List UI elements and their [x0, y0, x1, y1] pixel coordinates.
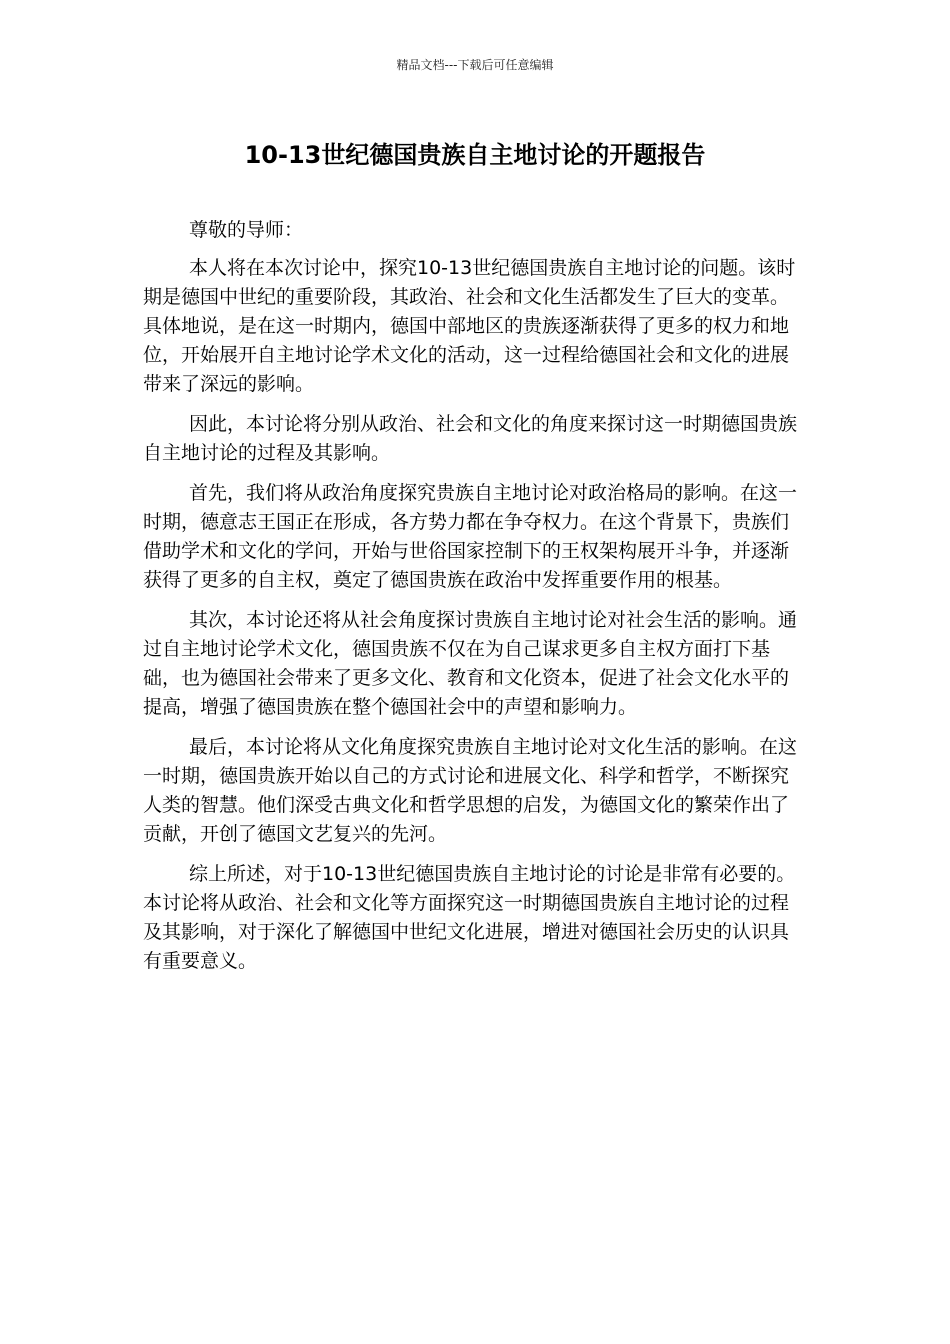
paragraph-social: 其次，本讨论还将从社会角度探讨贵族自主地讨论对社会生活的影响。通过自主地讨论学术文化，德国贵族不仅在为自己谋求更多自主权方面打下基础，也为德国社会带来了更多文化、教育和文化资本，促进了社会文化水平的提高，增强了德国贵族在整个德国社会中的声望和影响力。	[143, 609, 798, 718]
paragraph-scope: 因此，本讨论将分别从政治、社会和文化的角度来探讨这一时期德国贵族自主地讨论的过程及其影响。	[143, 413, 798, 464]
document-title: 10-13世纪德国贵族自主地讨论的开题报告	[244, 141, 706, 169]
paragraph-conclusion: 综上所述，对于10-13世纪德国贵族自主地讨论的讨论是非常有必要的。本讨论将从政治、社会和文化等方面探究这一时期德国贵族自主地讨论的过程及其影响，对于深化了解德国中世纪文化进展，增进对德国社会历史的认识具有重要意义。	[143, 863, 796, 972]
paragraph-intro: 本人将在本次讨论中，探究10-13世纪德国贵族自主地讨论的问题。该时期是德国中世纪的重要阶段，其政治、社会和文化生活都发生了巨大的变革。具体地说，是在这一时期内，德国中部地区的贵族逐渐获得了更多的权力和地位，开始展开自主地讨论学术文化的活动，这一过程给德国社会和文化的进展带来了深远的影响。	[143, 257, 796, 395]
salutation: 尊敬的导师：	[189, 219, 304, 241]
paragraph-cultural: 最后，本讨论将从文化角度探究贵族自主地讨论对文化生活的影响。在这一时期，德国贵族开始以自己的方式讨论和进展文化、科学和哲学，不断探究人类的智慧。他们深受古典文化和哲学思想的启发，为德国文化的繁荣作出了贡献，开创了德国文艺复兴的先河。	[143, 736, 798, 845]
page-header: 精品文档---下载后可任意编辑	[396, 58, 554, 72]
document-body	[143, 216, 807, 987]
paragraph-political: 首先，我们将从政治角度探究贵族自主地讨论对政治格局的影响。在这一时期，德意志王国正在形成，各方势力都在争夺权力。在这个背景下，贵族们借助学术和文化的学问，开始与世俗国家控制下的王权架构展开斗争，并逐渐获得了更多的自主权，奠定了德国贵族在政治中发挥重要作用的根基。	[143, 482, 798, 591]
